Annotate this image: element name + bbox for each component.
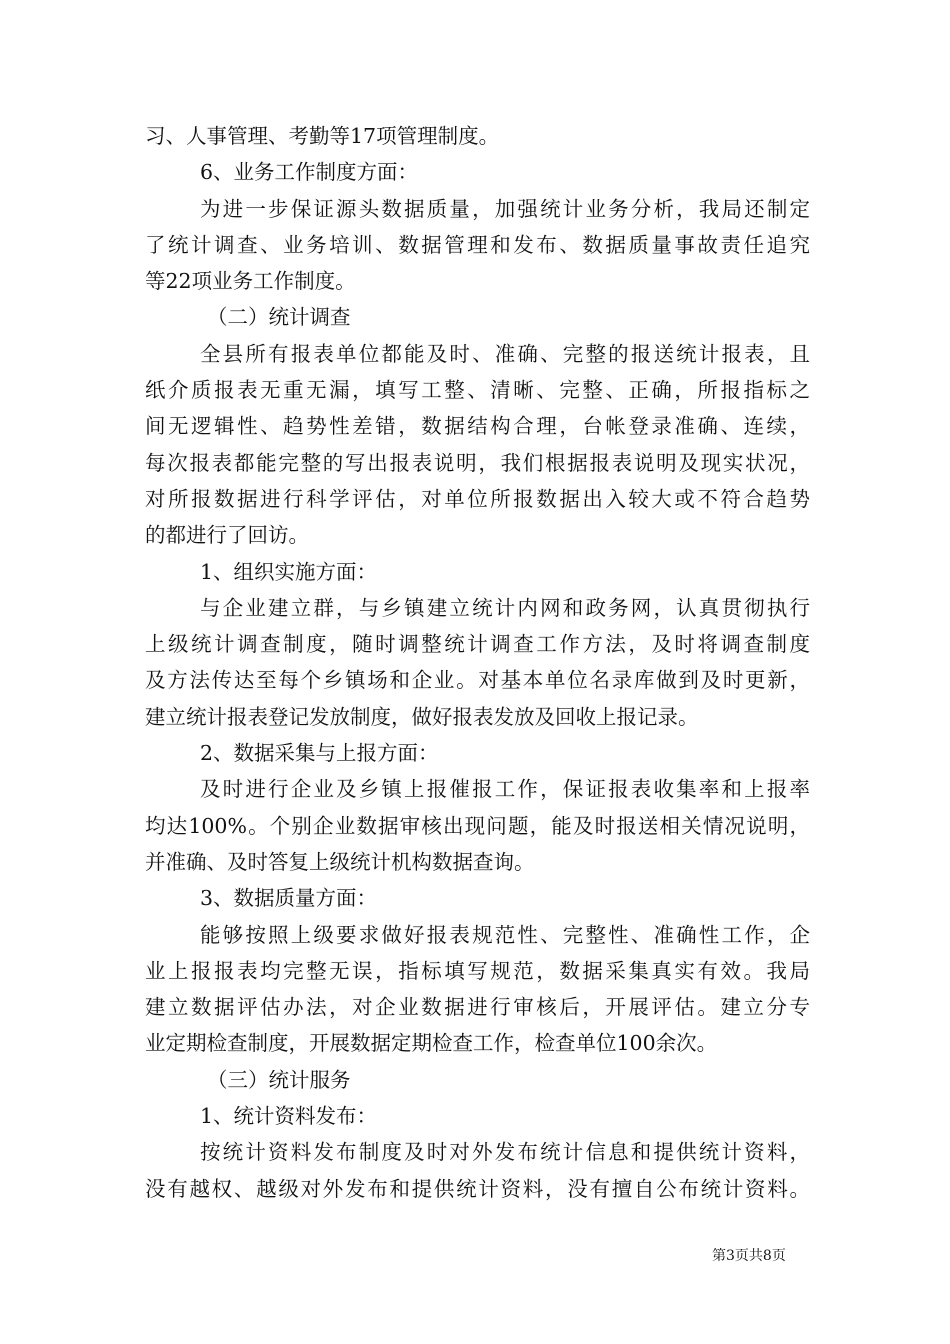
text-line: 建立统计报表登记发放制度，做好报表发放及回收上报记录。 — [145, 704, 699, 729]
section-heading-3: 3、数据质量方面： — [200, 886, 378, 911]
text-line: 的都进行了回访。 — [145, 523, 309, 548]
text-line: 纸介质报表无重无漏，填写工整、清晰、完整、正确，所报指标之 — [145, 378, 810, 403]
section-heading-1b: 1、统计资料发布： — [200, 1104, 378, 1129]
text-line: 与企业建立群，与乡镇建立统计内网和政务网，认真贯彻执行 — [200, 595, 810, 620]
text-line: 建立数据评估办法，对企业数据进行审核后，开展评估。建立分专 — [145, 995, 810, 1020]
text-line: 等22项业务工作制度。 — [145, 269, 356, 294]
text-line: 全县所有报表单位都能及时、准确、完整的报送统计报表，且 — [200, 341, 810, 366]
text-line: 没有越权、越级对外发布和提供统计资料，没有擅自公布统计资料。 — [145, 1176, 810, 1201]
text-line: 均达100%。个别企业数据审核出现问题，能及时报送相关情况说明， — [145, 813, 810, 838]
text-line: 及方法传达至每个乡镇场和企业。对基本单位名录库做到及时更新， — [145, 668, 810, 693]
page-number-footer: 第3页共8页 — [712, 1248, 786, 1264]
body-text — [145, 118, 810, 1207]
section-heading-1: 1、组织实施方面： — [200, 559, 378, 584]
text-line: 了统计调查、业务培训、数据管理和发布、数据质量事故责任追究 — [145, 232, 810, 257]
text-line: 业上报报表均完整无误，指标填写规范，数据采集真实有效。我局 — [145, 958, 810, 983]
text-line: 对所报数据进行科学评估，对单位所报数据出入较大或不符合趋势 — [145, 486, 810, 511]
section-heading-2b: 2、数据采集与上报方面： — [200, 741, 439, 766]
text-line: 习、人事管理、考勤等17项管理制度。 — [145, 124, 500, 148]
text-line: 每次报表都能完整的写出报表说明，我们根据报表说明及现实状况， — [145, 450, 810, 475]
section-heading-3-service: （三）统计服务 — [207, 1067, 351, 1092]
text-line: 为进一步保证源头数据质量，加强统计业务分析，我局还制定 — [200, 196, 810, 221]
text-line: 间无逻辑性、趋势性差错，数据结构合理，台帐登录准确、连续， — [145, 414, 810, 439]
section-heading-6: 6、业务工作制度方面： — [200, 160, 419, 185]
text-line: 上级统计调查制度，随时调整统计调查工作方法，及时将调查制度 — [145, 632, 810, 657]
text-line: 业定期检查制度，开展数据定期检查工作，检查单位100余次。 — [145, 1031, 718, 1056]
section-heading-2: （二）统计调查 — [207, 305, 351, 330]
text-line: 并准确、及时答复上级统计机构数据查询。 — [145, 849, 535, 874]
text-line: 按统计资料发布制度及时对外发布统计信息和提供统计资料， — [200, 1140, 810, 1165]
text-line: 及时进行企业及乡镇上报催报工作，保证报表收集率和上报率 — [200, 777, 810, 802]
text-line: 能够按照上级要求做好报表规范性、完整性、准确性工作，企 — [200, 922, 810, 947]
